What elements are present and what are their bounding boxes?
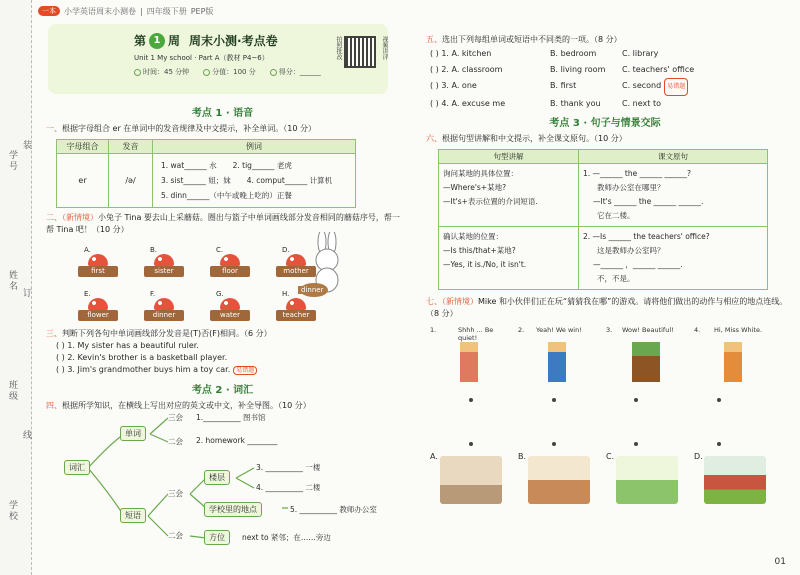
mushroom-row-2 <box>72 284 405 324</box>
qr-left-label: 拍照批改 <box>335 36 342 60</box>
odd-row-4[interactable]: ( ) 4. A. excuse me B. thank you C. next to <box>430 99 661 108</box>
question-4: 四、根据所学知识，在横线上写出对应的英文或中文，补全导图。（10 分） <box>46 401 311 410</box>
error-prone-tag-2: 易错题 <box>664 78 688 96</box>
match-dots-bottom <box>430 442 760 446</box>
series-name: 小学英语周末小测卷 <box>64 6 136 16</box>
judge-item-2[interactable]: ( ) 2. Kevin's brother is a basketball player. <box>56 353 228 362</box>
mushroom-c[interactable]: C. floor <box>204 240 264 280</box>
cut-mark-3: 线 <box>21 430 31 441</box>
mushroom-h[interactable]: H. teacher <box>270 284 330 324</box>
pattern-2: 确认某地的位置： —Is this/that+某地? —Yes, it is./No, it isn't. <box>439 227 579 290</box>
cut-mark-2: 订 <box>21 288 31 299</box>
place-images <box>430 452 790 508</box>
question-1: 一、根据字母组合 er 在单词中的发音规律及中文提示，补全单词。（10 分） <box>46 124 317 133</box>
mushroom-e[interactable]: E. flower <box>72 284 132 324</box>
scene-1[interactable]: 1. Shhh ... Be quiet! <box>430 326 510 390</box>
judge-item-3[interactable]: ( ) 3. Jim's grandmother buys him a toy car. 易错题 <box>56 364 405 377</box>
odd-row-3[interactable]: ( ) 3. A. one B. first C. second 易错题 <box>430 78 790 96</box>
mindmap-item-4[interactable]: 4. __________ 二楼 <box>256 483 321 492</box>
scene-2[interactable]: 2. Yeah! We win! <box>518 326 598 390</box>
qr-right-label: 视频讲评 <box>381 36 388 60</box>
question-6: 六、根据句型讲解和中文提示，补全课文原句。（10 分） <box>426 134 627 143</box>
question-2: 二、（新情境）小兔子 Tina 要去山上采蘑菇。圈出与篮子中单词画线部分发音相同的蘑菇序号，帮一帮 Tina 吧！（10 分） <box>46 213 400 234</box>
scene-4[interactable]: 4. Hi, Miss White. <box>694 326 774 390</box>
basket-word: dinner <box>298 286 326 294</box>
binding-gutter <box>0 0 32 575</box>
series-bar: 一本 小学英语周末小测卷 | 四年级下册 PEP版 <box>38 4 213 18</box>
grade-label: 四年级下册 <box>146 6 187 16</box>
pattern-1: 询问某地的具体位置： —Where's+某地? —It's+表示位置的介词短语. <box>439 164 579 227</box>
error-prone-tag: 易错题 <box>233 366 257 375</box>
odd-row-1[interactable]: ( ) 1. A. kitchen B. bedroom C. library <box>430 49 659 58</box>
place-a[interactable]: A. <box>430 452 506 508</box>
mindmap-floor: 楼层 <box>204 470 230 485</box>
match-dots-top <box>430 398 760 402</box>
vocabulary-mindmap: 词汇 单词 短语 三会 1.__________ 图书馆 二会 2. homework ________ 三会 楼层 3. __________ 一楼 4. __________ 二楼 学校里的地点 5. __________ 教师办公室 二会 方位 next to 紧邻；在……旁边 <box>40 404 405 554</box>
question-7: 七、（新情境）Mike 和小伙伴们正在玩“猜猜我在哪”的游戏。请将他们做出的动作与相应的地点连线。（8 分） <box>426 297 788 318</box>
example-2[interactable]: 2. tig______ 老虎 <box>232 161 292 170</box>
cut-mark-1: 装 <box>21 140 31 151</box>
quiz-meta: 时间：45 分钟 分值：100 分 得分：______ <box>134 67 321 77</box>
example-4[interactable]: 4. comput______ 计算机 <box>246 176 333 185</box>
page-number: 01 <box>774 557 786 567</box>
pen-icon <box>270 69 277 76</box>
kids-scenes <box>430 326 790 390</box>
question-3: 三、判断下列各句中单词画线部分发音是(T)否(F)相同。（6 分） <box>46 329 272 338</box>
name-label: 姓名 <box>7 270 17 292</box>
phonics-table: 字母组合 发音 例词 er /ə/ 1. wat______ 水 2. tig______ 老虎 3. sist______ 姐；妹 4. comput______ 计算机 5. dinn______（中午或晚上吃的）正餐 <box>56 139 356 208</box>
example-5[interactable]: 5. dinn______（中午或晚上吃的）正餐 <box>161 191 292 200</box>
left-column <box>40 24 405 412</box>
mindmap-item-5[interactable]: 5. __________ 教师办公室 <box>290 505 377 514</box>
judge-item-1[interactable]: ( ) 1. My sister has a beautiful ruler. <box>56 341 199 350</box>
place-b[interactable]: B. <box>518 452 594 508</box>
odd-one-out-list <box>430 46 790 112</box>
mindmap-item-2[interactable]: 2. homework ________ <box>196 436 278 445</box>
section-2-title: 考点 2 · 词汇 <box>191 385 254 396</box>
letter-combo: er <box>57 154 109 208</box>
mindmap-direction: 方位 <box>204 530 230 545</box>
example-1[interactable]: 1. wat______ 水 <box>161 161 217 170</box>
example-3[interactable]: 3. sist______ 姐；妹 <box>161 176 231 185</box>
week-number-badge: 1 <box>149 33 165 49</box>
right-column <box>420 34 790 508</box>
mindmap-item-3[interactable]: 3. __________ 一楼 <box>256 463 321 472</box>
edition-label: PEP版 <box>190 6 214 16</box>
scene-3[interactable]: 3. Wow! Beautiful! <box>606 326 686 390</box>
mindmap-item-1[interactable]: 1.__________ 图书馆 <box>196 413 266 422</box>
section-3-title: 考点 3 · 句子与情景交际 <box>549 118 661 129</box>
mindmap-place: 学校里的地点 <box>204 502 262 517</box>
qr-code[interactable] <box>344 36 376 68</box>
mushroom-b[interactable]: B. sister <box>138 240 198 280</box>
person-icon <box>203 69 210 76</box>
section-1-title: 考点 1 · 语音 <box>191 108 254 119</box>
quiz-header <box>48 24 388 94</box>
unit-subtitle: Unit 1 My school · Part A（教材 P4~6） <box>134 54 269 62</box>
student-no-label: 学号 <box>7 150 17 172</box>
class-label: 班级 <box>7 380 17 402</box>
mindmap-root: 词汇 <box>64 460 90 475</box>
mushroom-d[interactable]: D. mother <box>270 240 330 280</box>
mindmap-phrase: 短语 <box>120 508 146 523</box>
mindmap-item-6: next to 紧邻；在……旁边 <box>242 533 331 542</box>
question-5: 五、选出下列每组单词或短语中不同类的一项。（8 分） <box>426 35 622 44</box>
phonetic-sound: /ə/ <box>109 154 153 208</box>
school-label: 学校 <box>7 500 17 522</box>
place-d[interactable]: D. <box>694 452 770 508</box>
mushroom-a[interactable]: A. first <box>72 240 132 280</box>
rabbit-illustration <box>300 232 352 302</box>
place-c[interactable]: C. <box>606 452 682 508</box>
mushroom-g[interactable]: G. water <box>204 284 264 324</box>
sentence-table: 句型讲解 课文原句 询问某地的具体位置： —Where's+某地? —It's+表示位置的介词短语. 1. —______ the ______ ______? 教师办公室在哪里？ —It's ______ the ______ ______. 它在二楼。 确认某地的位置： —Is this/that+某地? —Yes, it is./No, it isn't. 2. —Is ______ the teachers' office? 这是教师办公室吗？ —______ ，______ ______. 不，不是。 <box>438 149 768 290</box>
mindmap-word: 单词 <box>120 426 146 441</box>
series-tag: 一本 <box>38 6 60 16</box>
odd-row-2[interactable]: ( ) 2. A. classroom B. living room C. teachers' office <box>430 65 695 74</box>
mushroom-row-1 <box>72 240 405 280</box>
clock-icon <box>134 69 141 76</box>
sentence-1[interactable]: 1. —______ the ______ ______? 教师办公室在哪里？ —It's ______ the ______ ______. 它在二楼。 <box>579 164 768 227</box>
quiz-title: 第 1 周 周末小测·考点卷 <box>134 34 278 48</box>
sentence-2[interactable]: 2. —Is ______ the teachers' office? 这是教师办公室吗？ —______ ，______ ______. 不，不是。 <box>579 227 768 290</box>
mushroom-f[interactable]: F. dinner <box>138 284 198 324</box>
